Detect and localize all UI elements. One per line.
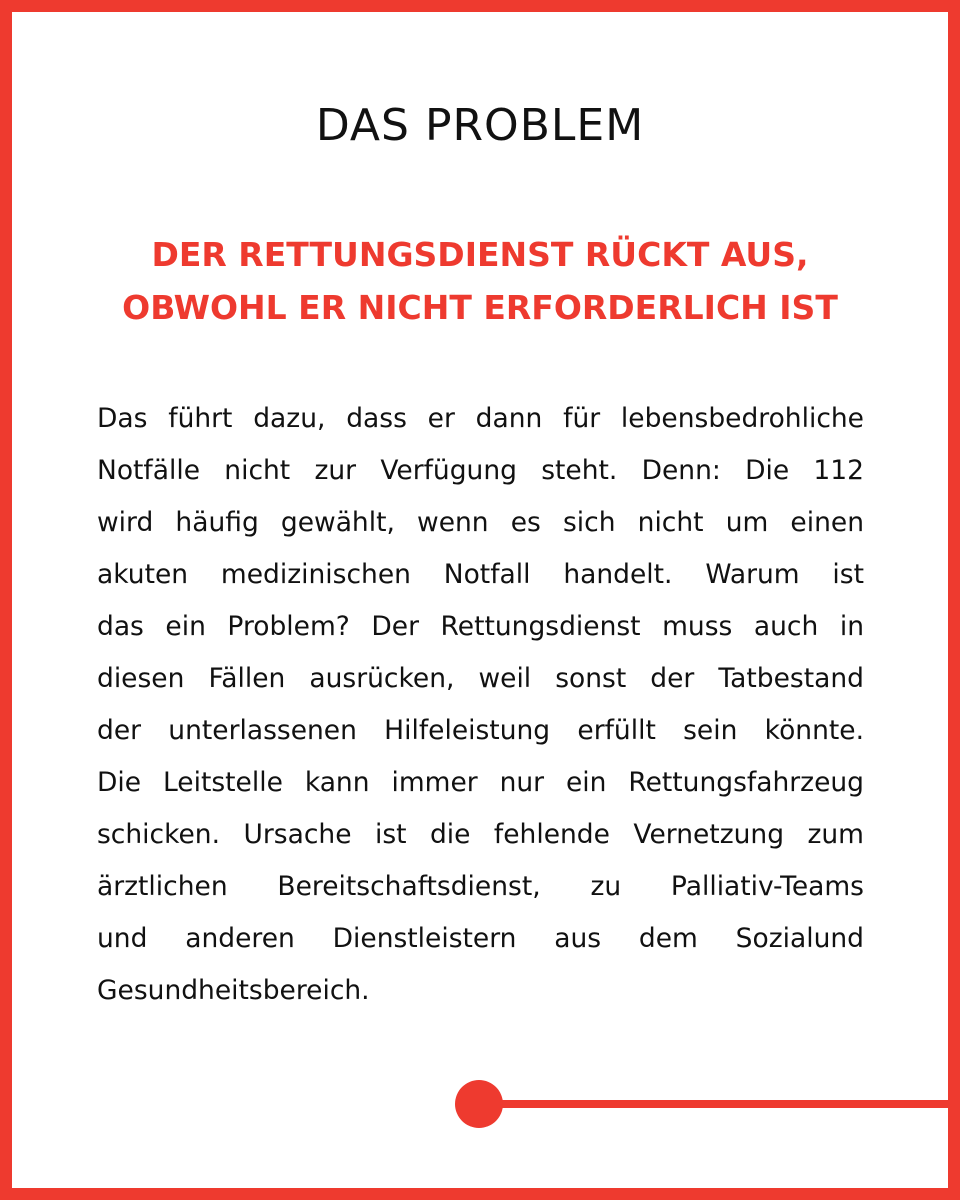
body-line: wird häufig gewählt, wenn es sich nicht um einen bbox=[97, 507, 864, 538]
body-line: der unterlassenen Hilfeleistung erfüllt sein könnte. bbox=[97, 715, 864, 746]
body-line: ärztlichen Bereitschaftsdienst, zu Palliativ-Teams bbox=[97, 871, 864, 902]
subtitle-headline bbox=[80, 228, 880, 334]
body-paragraph bbox=[97, 393, 864, 1017]
body-line: Die Leitstelle kann immer nur ein Rettungsfahrzeug bbox=[97, 767, 864, 798]
subtitle-line-2: OBWOHL ER NICHT ERFORDERLICH IST bbox=[122, 288, 838, 327]
body-line: das ein Problem? Der Rettungsdienst muss auch in bbox=[97, 611, 864, 642]
body-line: Das führt dazu, dass er dann für lebensbedrohliche bbox=[97, 403, 864, 434]
decorative-dot bbox=[455, 1080, 503, 1128]
page-title: DAS PROBLEM bbox=[315, 100, 645, 151]
body-line: diesen Fällen ausrücken, weil sonst der Tatbestand bbox=[97, 663, 864, 694]
body-line: Gesundheitsbereich. bbox=[97, 975, 370, 1006]
body-line: und anderen Dienstleistern aus dem Sozialund bbox=[97, 923, 864, 954]
body-line: schicken. Ursache ist die fehlende Vernetzung zum bbox=[97, 819, 864, 850]
body-line: Notfälle nicht zur Verfügung steht. Denn: Die 112 bbox=[97, 455, 864, 486]
subtitle-line-1: DER RETTUNGSDIENST RÜCKT AUS, bbox=[151, 235, 809, 274]
decorative-line bbox=[478, 1100, 960, 1108]
body-line: akuten medizinischen Notfall handelt. Warum ist bbox=[97, 559, 864, 590]
